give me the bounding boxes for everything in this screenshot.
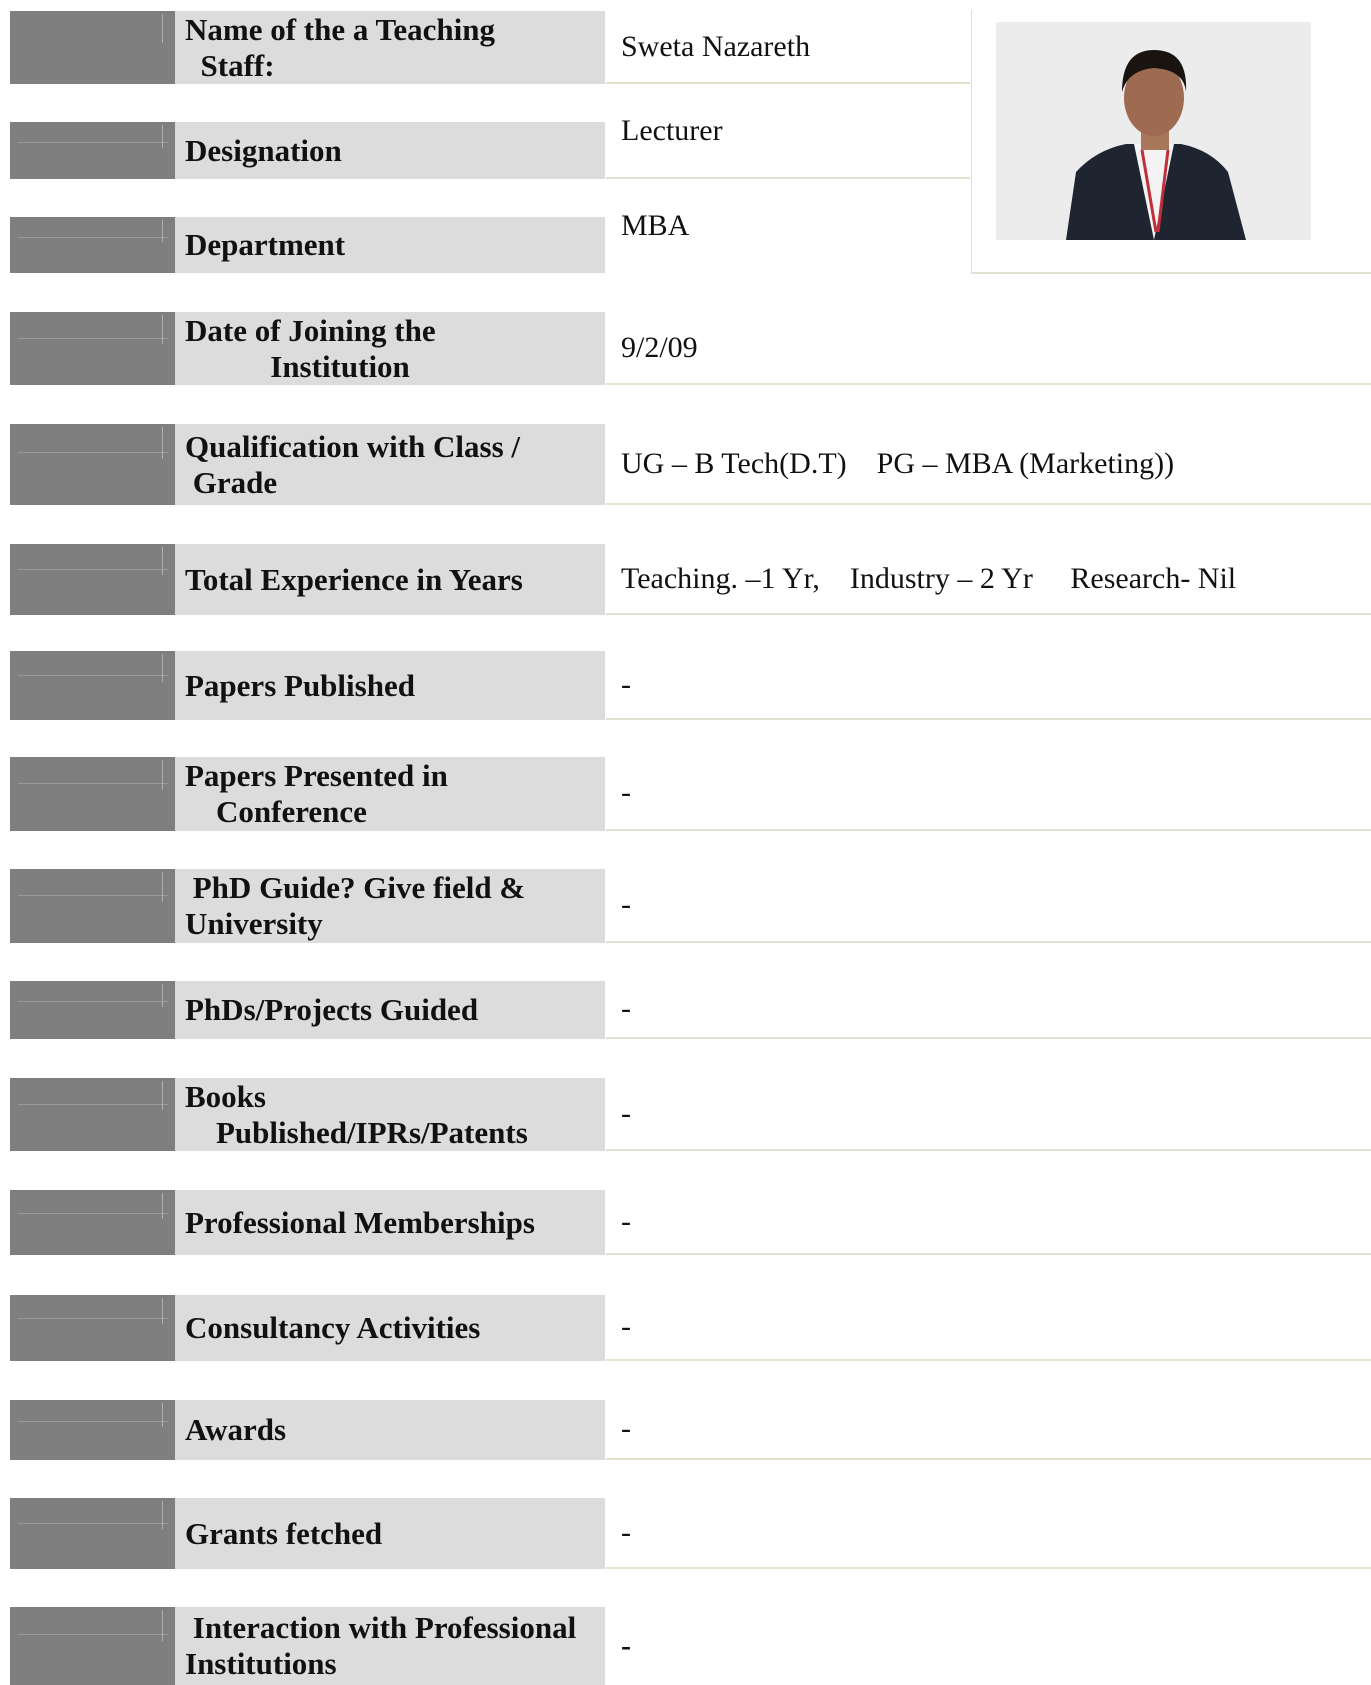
field-label-awards: Awards <box>175 1400 605 1460</box>
field-value-phd-guide: - <box>606 869 1371 943</box>
field-value-total-experience: Teaching. –1 Yr, Industry – 2 Yr Research- Nil <box>606 544 1371 615</box>
field-value-date-of-joining: 9/2/09 <box>606 312 1371 385</box>
field-value-professional-memberships: - <box>606 1190 1371 1255</box>
field-value-interaction-professional-institutions: - <box>621 1629 631 1662</box>
field-value-name: Sweta Nazareth <box>606 11 970 84</box>
row-marker <box>10 122 175 179</box>
field-value-department: MBA <box>621 209 690 242</box>
field-label-qualification: Qualification with Class / Grade <box>175 424 605 505</box>
staff-photo <box>996 22 1311 240</box>
field-label-department: Department <box>175 217 605 273</box>
field-label-date-of-joining: Date of Joining the Institution <box>175 312 605 385</box>
row-marker <box>10 1400 175 1460</box>
field-value-books-published: - <box>606 1078 1371 1151</box>
field-label-name: Name of the a Teaching Staff: <box>175 11 605 84</box>
row-marker <box>10 1190 175 1255</box>
row-marker <box>10 544 175 615</box>
field-value-qualification: UG – B Tech(D.T) PG – MBA (Marketing)) <box>606 424 1371 505</box>
field-value-papers-published: - <box>606 651 1371 720</box>
row-marker <box>10 1295 175 1361</box>
row-marker <box>10 217 175 273</box>
row-marker <box>10 869 175 943</box>
row-marker <box>10 981 175 1039</box>
field-value-consultancy-activities: - <box>606 1295 1371 1361</box>
row-marker <box>10 424 175 505</box>
field-label-professional-memberships: Professional Memberships <box>175 1190 605 1255</box>
field-value-grants-fetched: - <box>606 1498 1371 1569</box>
field-value-papers-presented: - <box>606 757 1371 831</box>
field-value-phds-projects-guided: - <box>606 981 1371 1039</box>
field-label-papers-published: Papers Published <box>175 651 605 720</box>
row-marker <box>10 312 175 385</box>
row-marker <box>10 1607 175 1685</box>
field-value-designation: Lecturer <box>606 84 970 179</box>
field-label-interaction-professional-institutions: Interaction with Professional Institutions <box>175 1607 605 1685</box>
row-marker <box>10 1498 175 1569</box>
field-label-designation: Designation <box>175 122 605 179</box>
photo-cell-border <box>971 272 1371 274</box>
row-marker <box>10 11 175 84</box>
field-label-papers-presented: Papers Presented in Conference <box>175 757 605 831</box>
field-value-awards: - <box>606 1400 1371 1460</box>
field-label-phds-projects-guided: PhDs/Projects Guided <box>175 981 605 1039</box>
photo-cell-divider <box>971 10 972 272</box>
row-marker <box>10 1078 175 1151</box>
field-label-phd-guide: PhD Guide? Give field & University <box>175 869 605 943</box>
row-marker <box>10 757 175 831</box>
field-label-books-published: Books Published/IPRs/Patents <box>175 1078 605 1151</box>
field-label-grants-fetched: Grants fetched <box>175 1498 605 1569</box>
field-label-total-experience: Total Experience in Years <box>175 544 605 615</box>
field-label-consultancy-activities: Consultancy Activities <box>175 1295 605 1361</box>
row-marker <box>10 651 175 720</box>
